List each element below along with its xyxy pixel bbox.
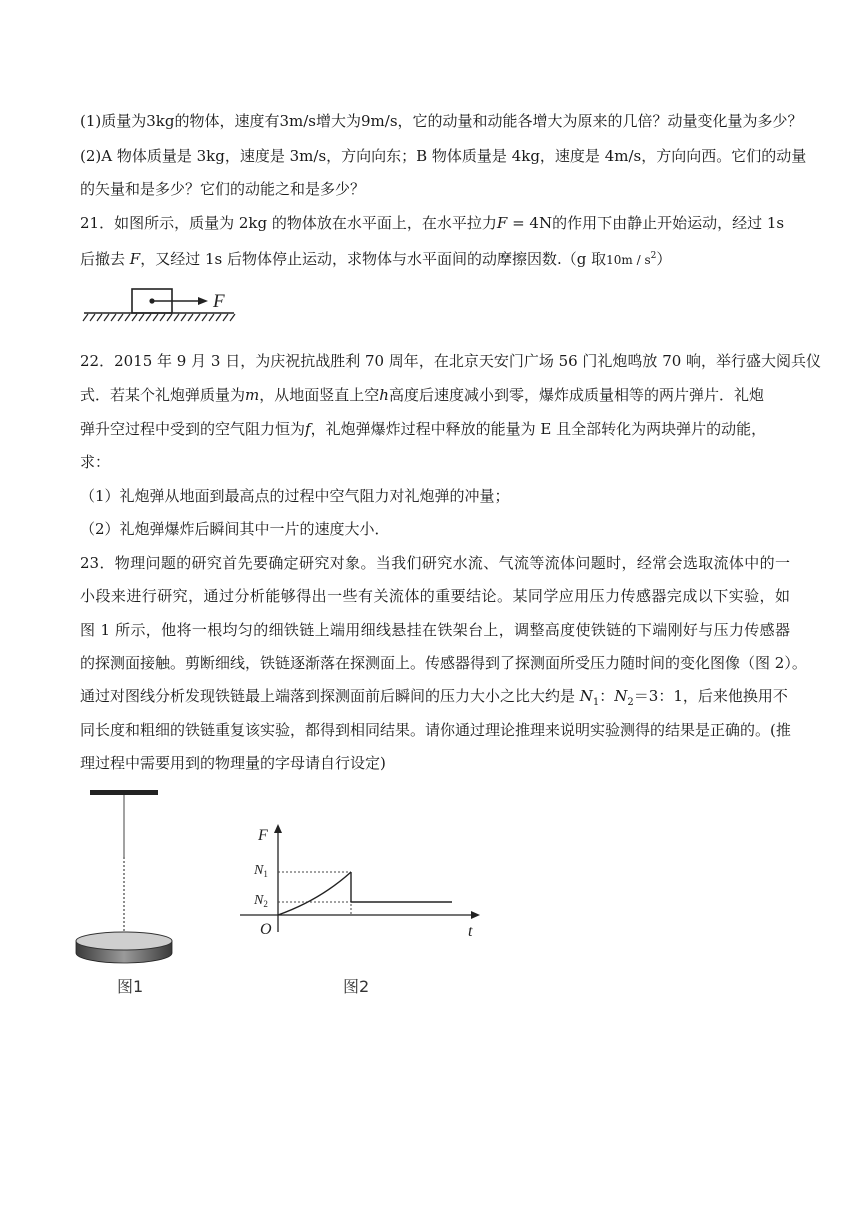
block-center-dot (149, 298, 154, 303)
q23-line1: 23．物理问题的研究首先要确定研究对象。当我们研究水流、气流等流体问题时，经常会选取流体中的一 (80, 554, 790, 572)
q21-text-end: ） (656, 250, 672, 268)
n2-label: $N_2$ (254, 893, 268, 909)
q22-sub2: （2）礼炮弹爆炸后瞬间其中一片的速度大小． (80, 520, 390, 538)
n1-label: $N_1$ (254, 863, 268, 879)
iron-stand-bar (90, 790, 158, 795)
q21-equation: = 4N (507, 214, 553, 232)
figure1-caption: 图1 (117, 977, 144, 996)
q22-line2 (80, 385, 790, 405)
q21-gravity-exp: 2 (650, 251, 657, 261)
q20-part1: (1)质量为3kg的物体，速度有3m/s增大为9m/s，它的动量和动能各增大为原来的几倍？动量变化量为多少？ (80, 112, 803, 130)
q22-text-a: 式．若某个礼炮弹质量为 (80, 386, 246, 404)
q23-line5 (80, 686, 790, 713)
q23-colon: ： (599, 687, 615, 705)
q23-symbol-n2: N (614, 687, 628, 705)
q22-symbol-m: m (245, 386, 260, 404)
q23-line6: 同长度和粗细的铁链重复该实验，都得到相同结果。请你通过理论推理来说明实验测得的结果是正确的。(推 (80, 721, 791, 739)
q22-symbol-f: f (305, 420, 311, 438)
q23-symbol-n1: N (579, 687, 593, 705)
q20-part2-line1: (2)A 物体质量是 3kg，速度是 3m/s，方向向东；B 物体质量是 4kg，速度是 4m/s，方向向西。它们的动量 (80, 147, 807, 165)
q22-line4: 求： (80, 453, 111, 471)
x-axis-label: t (468, 923, 473, 940)
q22-sub1: （1）礼炮弹从地面到最高点的过程中空气阻力对礼炮弹的冲量； (80, 487, 510, 505)
q21-line2 (80, 246, 790, 270)
figure2-force-time-graph (240, 820, 485, 945)
q22-text-c: 高度后速度减小到零，爆炸成质量相等的两片弹片．礼炮 (388, 386, 764, 404)
force-curve-rising (278, 872, 351, 915)
q21-line1 (80, 213, 790, 233)
force-arrow-head (198, 297, 208, 305)
q22-line1: 22．2015 年 9 月 3 日，为庆祝抗战胜利 70 周年，在北京天安门广场 56 门礼炮鸣放 70 响，举行盛大阅兵仪 (80, 352, 822, 370)
x-axis-arrow (471, 911, 480, 919)
force-label: F (213, 291, 225, 312)
q21-text-a: 21．如图所示，质量为 2kg 的物体放在水平面上，在水平拉力 (80, 214, 497, 232)
q22-text-b: ，从地面竖直上空 (259, 386, 380, 404)
ground-hatching (83, 314, 235, 321)
q21-gravity-unit: 10m / s (606, 253, 651, 267)
q23-symbol-n2-sub: 2 (627, 697, 634, 708)
q22-line3 (80, 419, 790, 439)
q23-line3: 图 1 所示，他将一根均匀的细铁链上端用细线悬挂在铁架台上，调整高度使铁链的下端刚好与压力传感器 (80, 621, 790, 639)
block-force-diagram (80, 283, 250, 329)
sensor-disk-top (76, 932, 172, 950)
q23-text-b: ＝3：1，后来他换用不 (633, 687, 788, 705)
q22-text-d: 弹升空过程中受到的空气阻力恒为 (80, 420, 306, 438)
y-axis-label: F (258, 827, 268, 844)
q23-text-a: 通过对图线分析发现铁链最上端落到探测面前后瞬间的压力大小之比大约是 (80, 687, 580, 705)
figure2-caption: 图2 (343, 977, 370, 996)
q23-symbol-n1-sub: 1 (592, 697, 600, 708)
q23-line4: 的探测面接触。剪断细线，铁链逐渐落在探测面上。传感器得到了探测面所受压力随时间的变化图像（图 2）。 (80, 654, 807, 672)
q21-symbol-f: F (496, 214, 508, 232)
q21-text-b: 的作用下由静止开始运动，经过 1s (552, 214, 785, 232)
q23-line7: 理过程中需要用到的物理量的字母请自行设定) (80, 754, 386, 772)
q21-symbol-f2: F (129, 250, 141, 268)
figure1-chain-sensor (70, 785, 190, 965)
q20-part2-line2: 的矢量和是多少？它们的动能之和是多少？ (80, 180, 366, 198)
q22-symbol-h: h (379, 386, 389, 404)
origin-label: O (260, 921, 272, 938)
q23-line2: 小段来进行研究，通过分析能够得出一些有关流体的重要结论。某同学应用压力传感器完成以下实验，如 (80, 587, 790, 605)
y-axis-arrow (274, 824, 282, 833)
q21-text-c: 后撤去 (80, 250, 130, 268)
q21-text-d: ，又经过 1s 后物体停止运动，求物体与水平面间的动摩擦因数.（g 取 (140, 250, 607, 268)
q22-text-e: ，礼炮弹爆炸过程中释放的能量为 E 且全部转化为两块弹片的动能， (310, 420, 767, 438)
